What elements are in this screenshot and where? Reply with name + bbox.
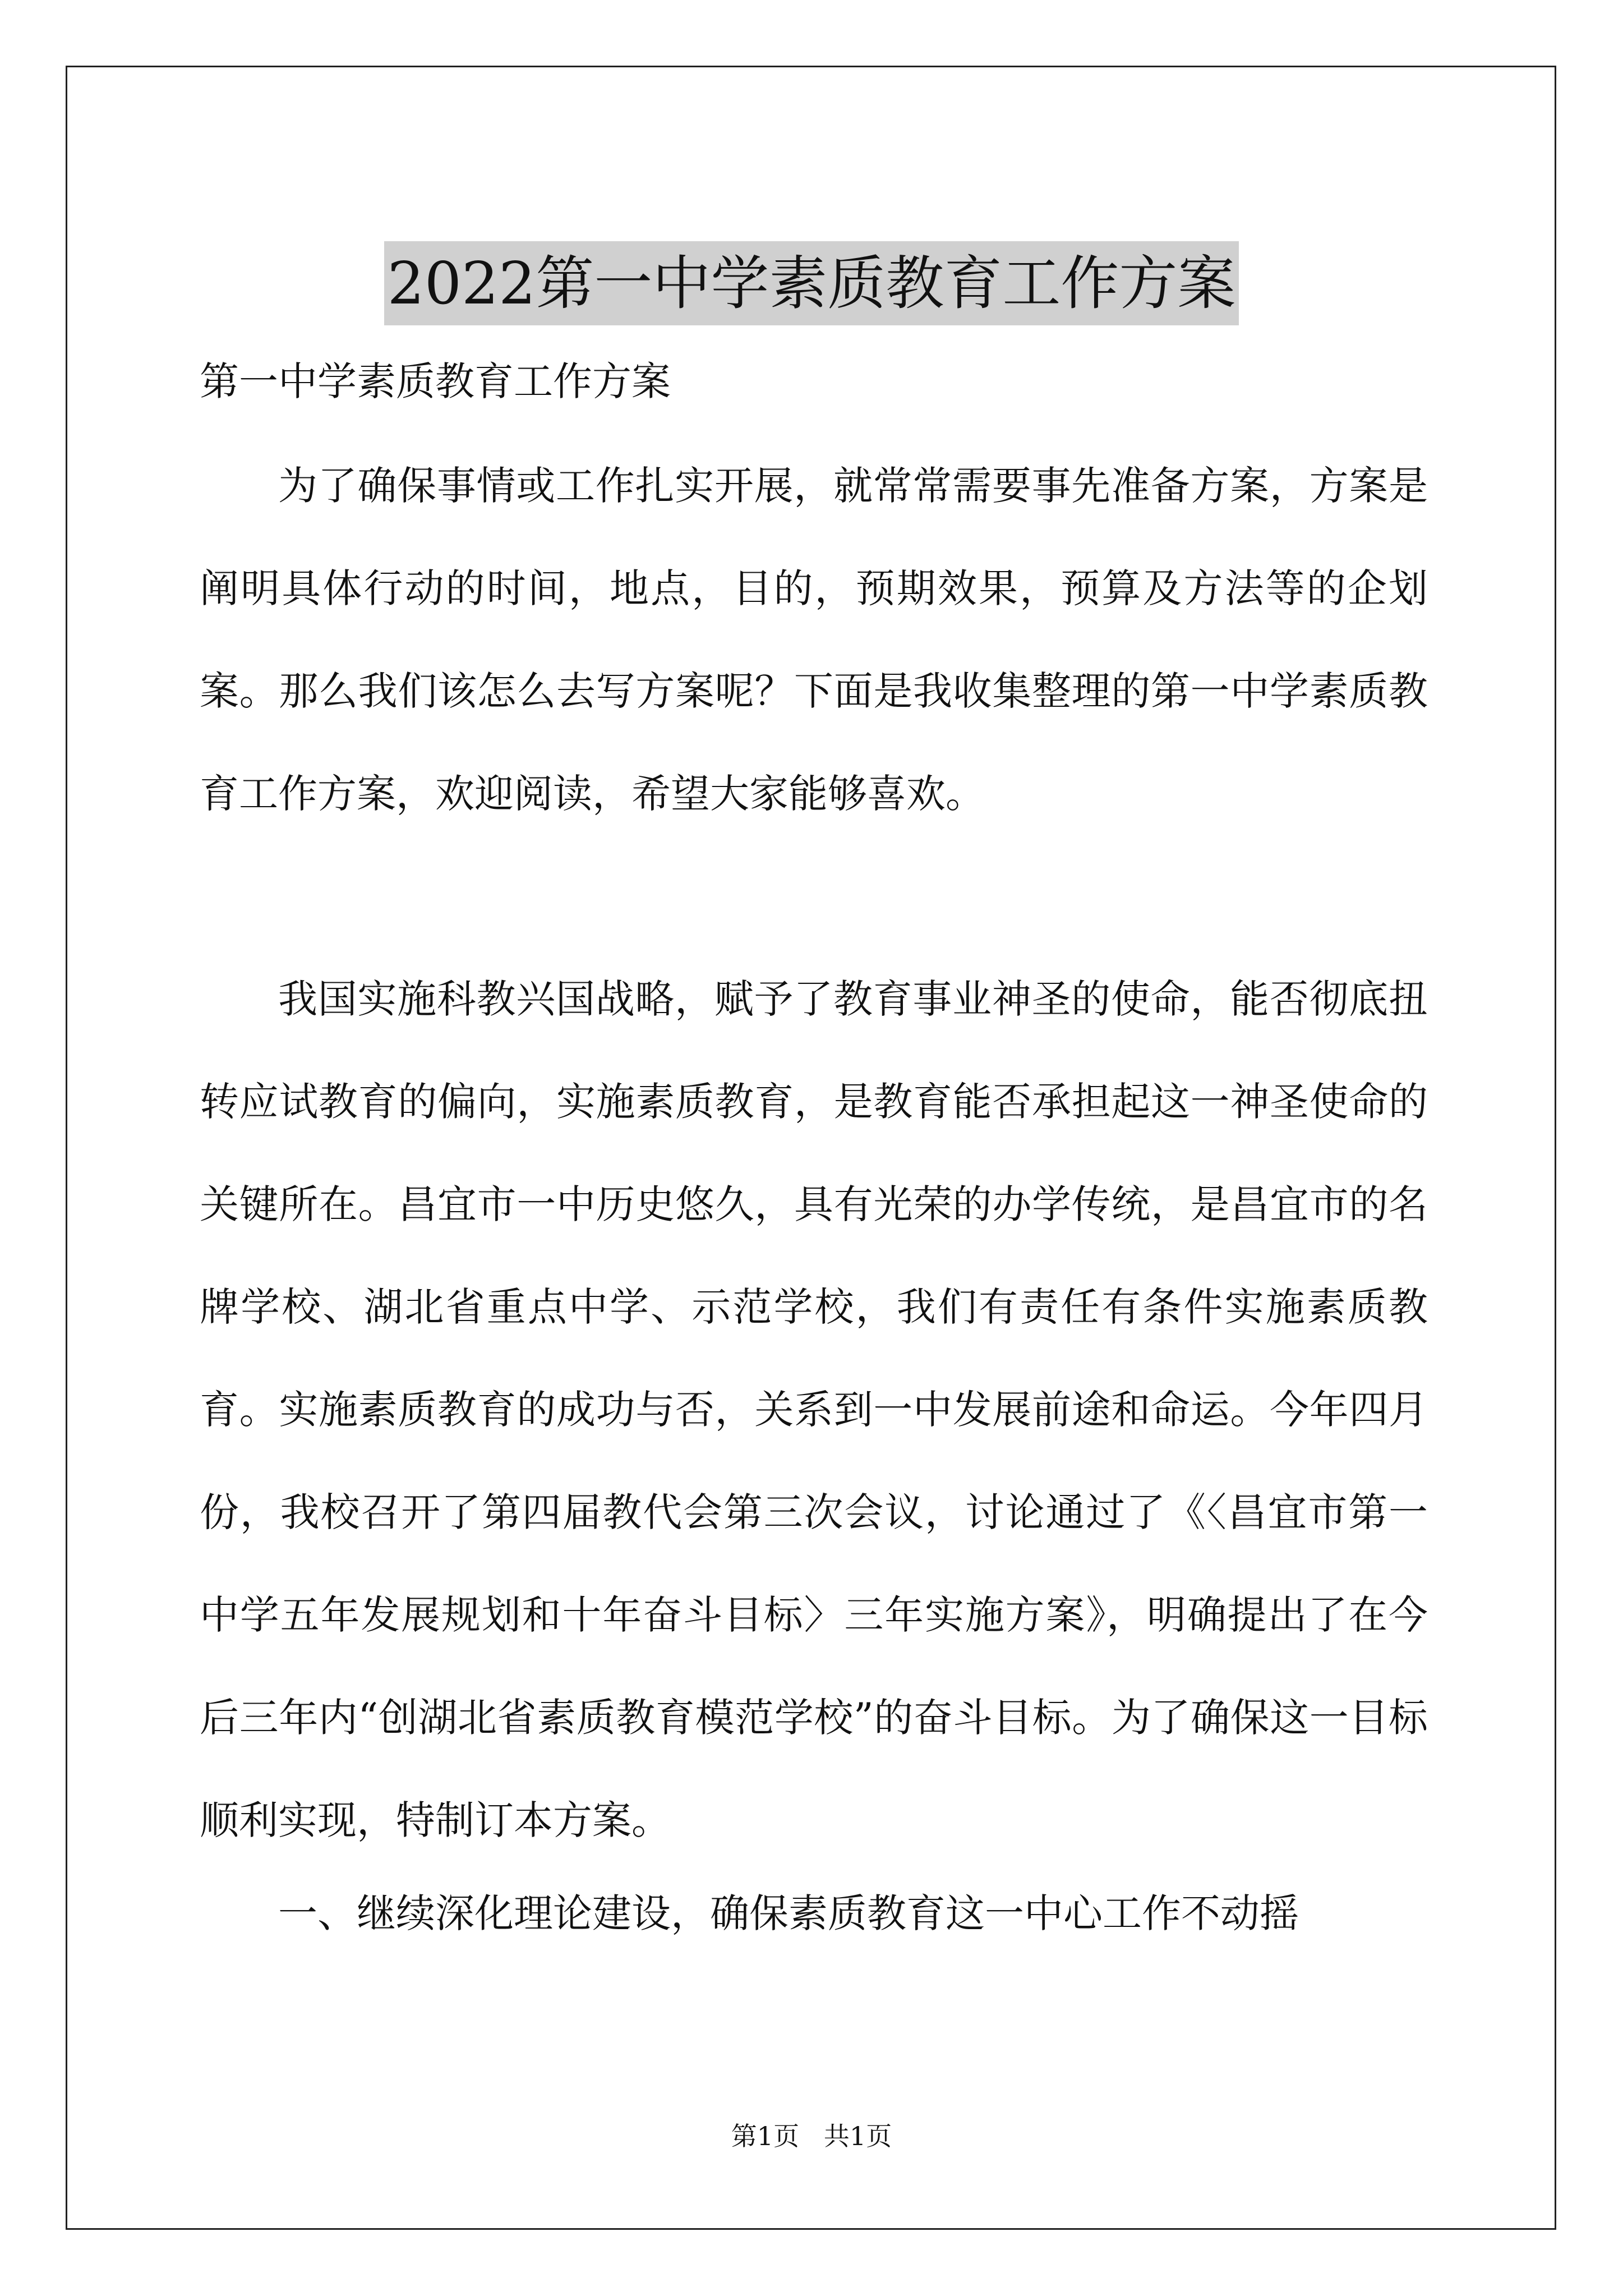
intro-paragraph: 为了确保事情或工作扎实开展，就常常需要事先准备方案，方案是阐明具体行动的时间，地点，目的，预期效果，预算及方法等的企划案。那么我们该怎么去写方案呢？下面是我收集整理的第一中学素质教育工作方案，欢迎阅读，希望大家能够喜欢。 (200, 463, 1428, 817)
title-container (0, 202, 1623, 364)
document-subtitle: 第一中学素质教育工作方案 (200, 358, 671, 404)
page-footer: 第1页 共1页 (731, 2121, 892, 2151)
document-title: 2022第一中学素质教育工作方案 (384, 241, 1239, 325)
body-paragraph: 我国实施科教兴国战略，赋予了教育事业神圣的使命，能否彻底扭转应试教育的偏向，实施素质教育，是教育能否承担起这一神圣使命的关键所在。昌宜市一中历史悠久，具有光荣的办学传统，是昌宜市的名牌学校、湖北省重点中学、示范学校，我们有责任有条件实施素质教育。实施素质教育的成功与否，关系到一中发展前途和命运。今年四月份，我校召开了第四届教代会第三次会议，讨论通过了《〈昌宜市第一中学五年发展规划和十年奋斗目标〉三年实施方案》，明确提出了在今后三年内“创湖北省素质教育模范学校”的奋斗目标。为了确保这一目标顺利实现，特制订本方案。 (200, 976, 1428, 1843)
section-heading-1: 一、继续深化理论建设，确保素质教育这一中心工作不动摇 (278, 1890, 1299, 1936)
